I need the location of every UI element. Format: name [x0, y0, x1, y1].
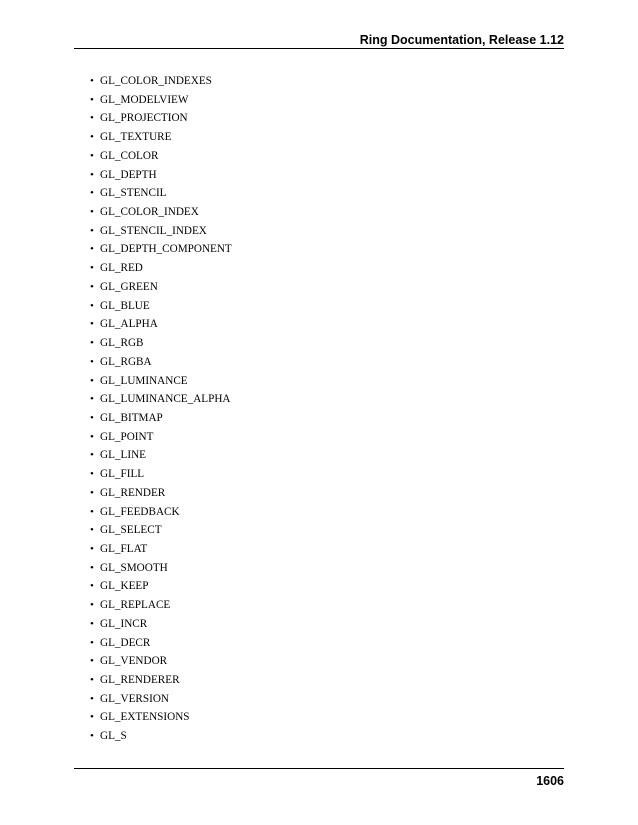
bullet-icon: • [90, 299, 94, 312]
constant-list [90, 72, 232, 746]
bullet-icon: • [90, 75, 94, 87]
list-item-text: GL_RENDER [100, 486, 166, 499]
bullet-icon: • [90, 187, 94, 200]
list-item-text: GL_LUMINANCE [100, 374, 188, 387]
list-item [90, 315, 232, 334]
page-header: Ring Documentation, Release 1.12 [359, 33, 564, 47]
list-item-text: GL_S [100, 730, 127, 743]
list-item-text: GL_INCR [100, 617, 148, 630]
list-item [90, 540, 232, 559]
bullet-icon: • [90, 486, 94, 499]
list-item [90, 128, 232, 147]
list-item-text: GL_VENDOR [100, 655, 168, 668]
list-item-text: GL_BLUE [100, 299, 150, 312]
list-item [90, 446, 232, 465]
list-item [90, 671, 232, 690]
list-item-text: GL_COLOR_INDEXES [100, 75, 212, 87]
bullet-icon: • [90, 692, 94, 705]
list-item [90, 109, 232, 128]
list-item [90, 240, 232, 259]
list-item [90, 428, 232, 447]
list-item [90, 503, 232, 522]
list-item [90, 615, 232, 634]
bullet-icon: • [90, 636, 94, 649]
list-item [90, 203, 232, 222]
footer-divider [74, 768, 564, 769]
list-item-text: GL_FILL [100, 468, 145, 481]
bullet-icon: • [90, 599, 94, 612]
bullet-icon: • [90, 730, 94, 743]
list-item [90, 259, 232, 278]
list-item-text: GL_TEXTURE [100, 131, 172, 144]
list-item-text: GL_FLAT [100, 542, 148, 555]
list-item-text: GL_PROJECTION [100, 112, 188, 125]
list-item-text: GL_RGBA [100, 355, 152, 368]
list-item-text: GL_SMOOTH [100, 561, 168, 574]
bullet-icon: • [90, 243, 94, 256]
list-item-text: GL_REPLACE [100, 599, 171, 612]
bullet-icon: • [90, 430, 94, 443]
bullet-icon: • [90, 505, 94, 518]
list-item-text: GL_RED [100, 262, 143, 275]
bullet-icon: • [90, 468, 94, 481]
bullet-icon: • [90, 206, 94, 219]
list-item [90, 184, 232, 203]
list-item-text: GL_LUMINANCE_ALPHA [100, 393, 231, 406]
list-item-text: GL_STENCIL [100, 187, 167, 200]
list-item [90, 690, 232, 709]
list-item [90, 91, 232, 110]
list-item-text: GL_COLOR [100, 149, 159, 162]
list-item-text: GL_GREEN [100, 280, 158, 293]
bullet-icon: • [90, 93, 94, 106]
list-item [90, 634, 232, 653]
list-item [90, 409, 232, 428]
bullet-icon: • [90, 337, 94, 350]
bullet-icon: • [90, 149, 94, 162]
list-item [90, 278, 232, 297]
list-item-text: GL_FEEDBACK [100, 505, 180, 518]
bullet-icon: • [90, 112, 94, 125]
list-item-text: GL_COLOR_INDEX [100, 206, 199, 219]
bullet-icon: • [90, 318, 94, 331]
list-item [90, 596, 232, 615]
bullet-icon: • [90, 674, 94, 686]
list-item-text: GL_EXTENSIONS [100, 711, 190, 724]
list-item [90, 465, 232, 484]
bullet-icon: • [90, 449, 94, 462]
bullet-icon: • [90, 617, 94, 630]
bullet-icon: • [90, 262, 94, 275]
list-item-text: GL_DECR [100, 636, 151, 649]
bullet-icon: • [90, 655, 94, 668]
list-item [90, 390, 232, 409]
page-number: 1606 [536, 774, 564, 788]
header-divider [74, 48, 564, 49]
list-item-text: GL_LINE [100, 449, 146, 462]
list-item [90, 222, 232, 241]
list-item-text: GL_ALPHA [100, 318, 158, 331]
list-item-text: GL_BITMAP [100, 411, 163, 424]
list-item-text: GL_KEEP [100, 580, 149, 593]
bullet-icon: • [90, 374, 94, 387]
list-item [90, 334, 232, 353]
list-item-text: GL_VERSION [100, 692, 169, 705]
list-item-text: GL_DEPTH_COMPONENT [100, 243, 232, 256]
bullet-icon: • [90, 393, 94, 406]
list-item-text: GL_STENCIL_INDEX [100, 224, 207, 237]
list-item-text: GL_SELECT [100, 524, 162, 537]
list-item [90, 297, 232, 316]
bullet-icon: • [90, 280, 94, 293]
bullet-icon: • [90, 355, 94, 368]
list-item [90, 577, 232, 596]
list-item [90, 353, 232, 372]
bullet-icon: • [90, 524, 94, 537]
list-item [90, 652, 232, 671]
list-item [90, 166, 232, 185]
bullet-icon: • [90, 580, 94, 593]
list-item [90, 559, 232, 578]
list-item [90, 72, 232, 91]
bullet-icon: • [90, 542, 94, 555]
list-item-text: GL_DEPTH [100, 168, 157, 181]
bullet-icon: • [90, 711, 94, 724]
bullet-icon: • [90, 224, 94, 237]
bullet-icon: • [90, 168, 94, 181]
bullet-icon: • [90, 411, 94, 424]
list-item-text: GL_POINT [100, 430, 154, 443]
list-item-text: GL_RGB [100, 337, 144, 350]
list-item [90, 147, 232, 166]
list-item-text: GL_MODELVIEW [100, 93, 189, 106]
list-item [90, 484, 232, 503]
list-item [90, 521, 232, 540]
list-item [90, 708, 232, 727]
list-item-text: GL_RENDERER [100, 674, 180, 686]
list-item [90, 372, 232, 391]
list-item [90, 727, 232, 746]
bullet-icon: • [90, 561, 94, 574]
bullet-icon: • [90, 131, 94, 144]
